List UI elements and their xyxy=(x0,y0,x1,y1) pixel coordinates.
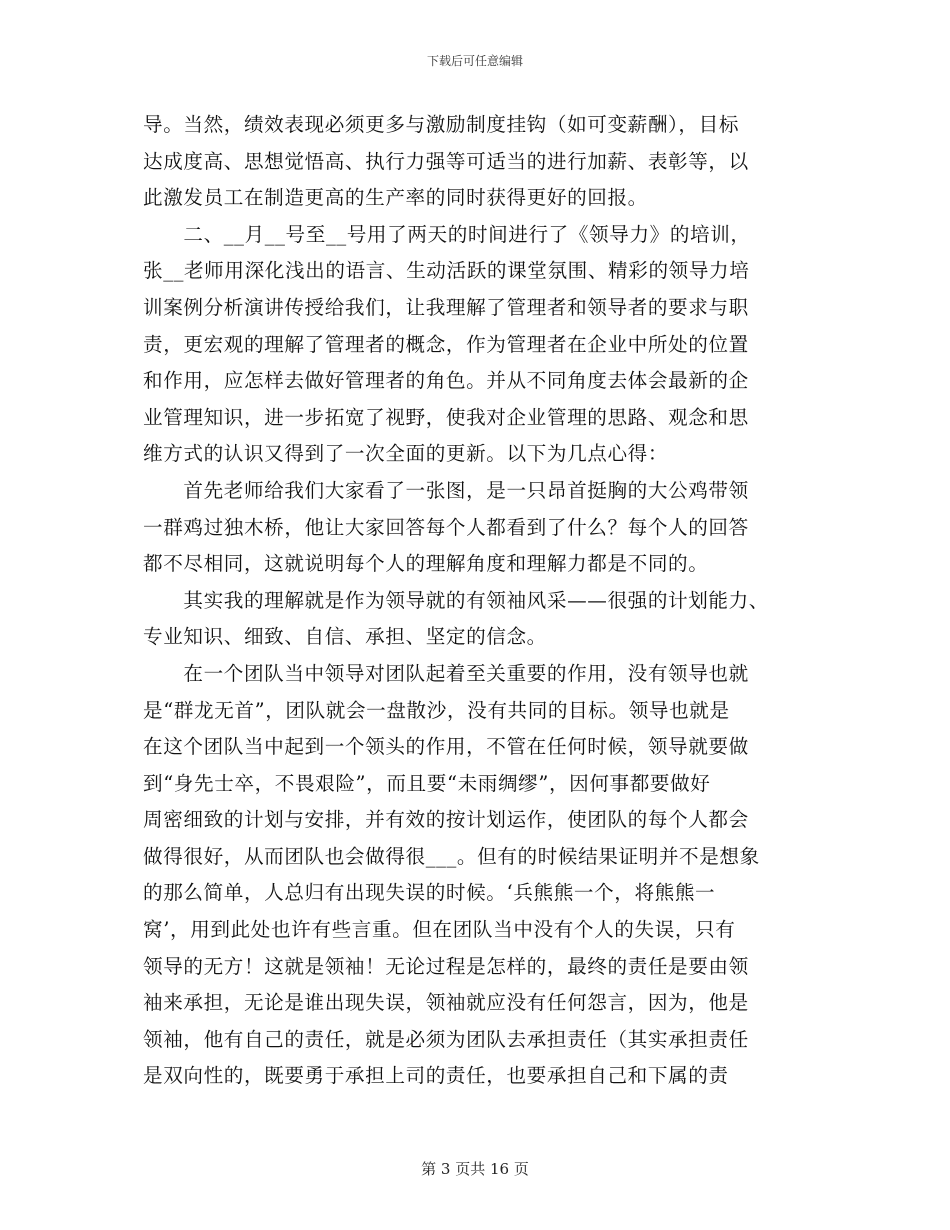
text-line: 在一个团队当中领导对团队起着至关重要的作用，没有领导也就 xyxy=(143,661,749,685)
text-line: 是“群龙无首”，团队就会一盘散沙，没有共同的目标。领导也就是 xyxy=(143,698,730,722)
text-line: 领导的无方！这就是领袖！无论过程是怎样的，最终的责任是要由领 xyxy=(143,954,749,978)
text-line: 此激发员工在制造更高的生产率的同时获得更好的回报。 xyxy=(143,186,648,210)
text-line: 窝’，用到此处也许有些言重。但在团队当中没有个人的失误，只有 xyxy=(143,918,736,942)
text-line: 领袖，他有自己的责任，就是必须为团队去承担责任（其实承担责任 xyxy=(143,1027,749,1051)
page-number: 第 3 页共 16 页 xyxy=(421,1160,529,1178)
text-line: 到“身先士卒，不畏艰险”，而且要“未雨绸缪”，因何事都要做好 xyxy=(143,771,711,795)
text-line: 张__老师用深化浅出的语言、生动活跃的课堂氛围、精彩的领导力培 xyxy=(143,259,750,283)
text-line: 责，更宏观的理解了管理者的概念，作为管理者在企业中所处的位置 xyxy=(143,332,749,356)
text-line: 训案例分析演讲传授给我们，让我理解了管理者和领导者的要求与职 xyxy=(143,295,749,319)
document-body xyxy=(143,107,805,1095)
text-line: 周密细致的计划与安排，并有效的按计划运作，使团队的每个人都会 xyxy=(143,808,749,832)
text-line: 是双向性的，既要勇于承担上司的责任，也要承担自己和下属的责 xyxy=(143,1064,729,1088)
text-line: 在这个团队当中起到一个领头的作用，不管在任何时候，领导就要做 xyxy=(143,735,749,759)
page-header: 下载后可任意编辑 xyxy=(426,54,523,68)
text-line: 二、__月__号至__号用了两天的时间进行了《领导力》的培训， xyxy=(143,222,751,246)
text-line: 一群鸡过独木桥，他让大家回答每个人都看到了什么？每个人的回答 xyxy=(143,515,749,539)
text-line: 袖来承担，无论是谁出现失误，领袖就应没有任何怨言，因为，他是 xyxy=(143,991,749,1015)
text-line: 维方式的认识又得到了一次全面的更新。以下为几点心得： xyxy=(143,442,669,466)
text-line: 达成度高、思想觉悟高、执行力强等可适当的进行加薪、表彰等，以 xyxy=(143,149,749,173)
text-line: 和作用，应怎样去做好管理者的角色。并从不同角度去体会最新的企 xyxy=(143,369,749,393)
text-line: 的那么简单，人总归有出现失误的时候。‘兵熊熊一个，将熊熊一 xyxy=(143,881,716,905)
text-line: 业管理知识，进一步拓宽了视野，使我对企业管理的思路、观念和思 xyxy=(143,405,749,429)
text-line: 都不尽相同，这就说明每个人的理解角度和理解力都是不同的。 xyxy=(143,552,709,576)
text-line: 首先老师给我们大家看了一张图，是一只昂首挺胸的大公鸡带领 xyxy=(143,478,749,502)
text-line: 专业知识、细致、自信、承担、坚定的信念。 xyxy=(143,625,547,649)
text-line: 导。当然，绩效表现必须更多与激励制度挂钩（如可变薪酬），目标 xyxy=(143,113,740,136)
text-line: 其实我的理解就是作为领导就的有领袖风采——很强的计划能力、 xyxy=(143,588,770,612)
text-line: 做得很好，从而团队也会做得很___。但有的时候结果证明并不是想象 xyxy=(143,844,760,868)
